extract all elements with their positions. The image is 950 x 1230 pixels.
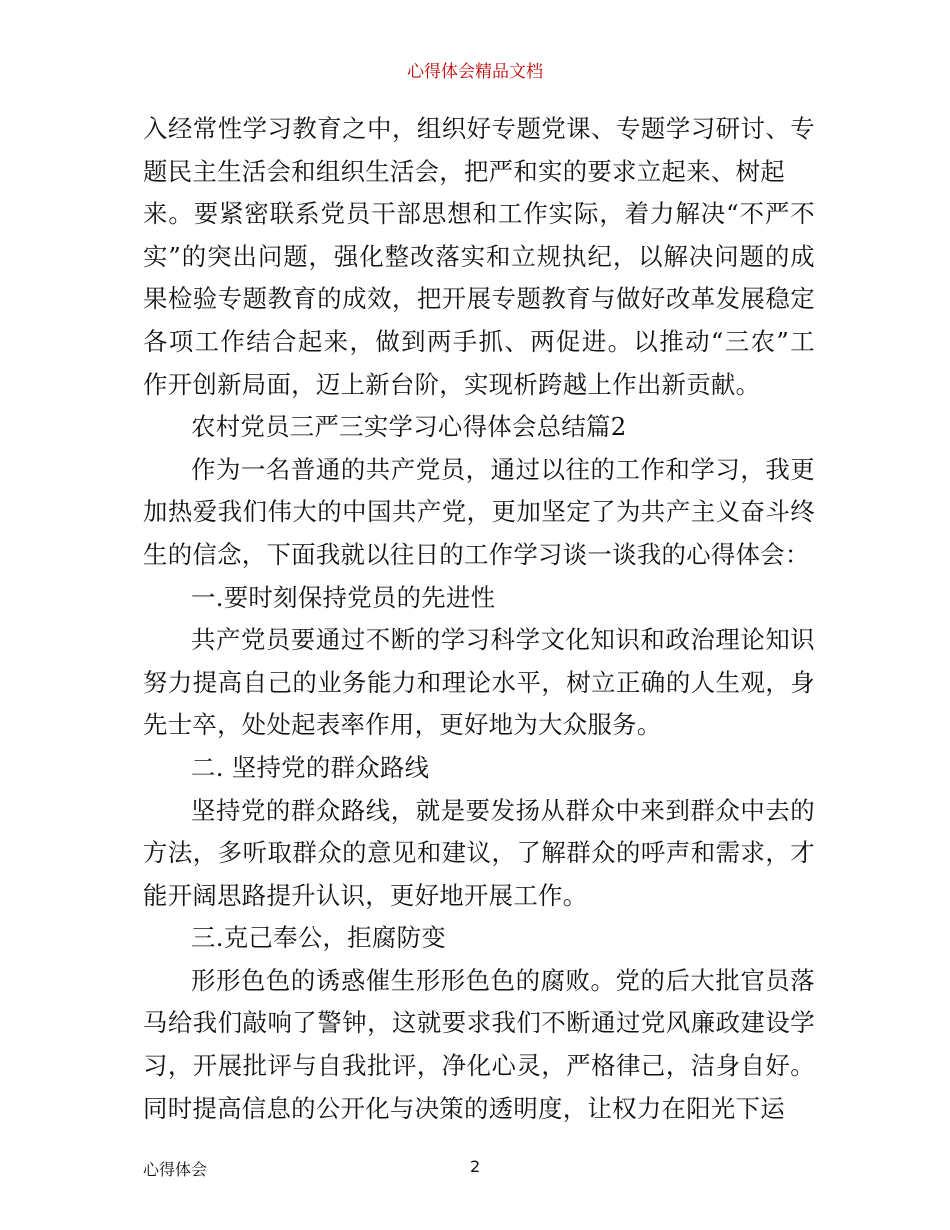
- document-body: [143, 108, 815, 1130]
- text-line: 形形色色的诱惑催生形形色色的腐败。党的后大批官员落: [191, 965, 815, 995]
- text-line: 入经常性学习教育之中，组织好专题党课、专题学习研讨、专: [143, 114, 815, 143]
- text-line: 各项工作结合起来，做到两手抓、两促进。以推动“三农”工: [143, 326, 815, 356]
- section-heading: 三.克己奉公，拒腐防变: [191, 923, 446, 953]
- text-line: 先士卒，处处起表率作用，更好地为大众服务。: [143, 710, 662, 740]
- text-line: 同时提高信息的公开化与决策的透明度，让权力在阳光下运: [143, 1093, 785, 1123]
- text-line: 方法，多听取群众的意见和建议，了解群众的呼声和需求，才: [143, 838, 815, 868]
- page-header-title: 心得体会精品文档: [407, 62, 543, 82]
- text-line: 作为一名普通的共产党员，通过以往的工作和学习，我更: [191, 454, 815, 484]
- text-line: 实”的突出问题，强化整改落实和立规执纪，以解决问题的成: [143, 241, 815, 271]
- section-heading: 二. 坚持党的群众路线: [191, 752, 430, 782]
- text-line: 加热爱我们伟大的中国共产党，更加坚定了为共产主义奋斗终: [143, 497, 815, 527]
- text-line: 作开创新局面，迈上新台阶，实现析跨越上作出新贡献。: [143, 369, 761, 399]
- text-line: 马给我们敲响了警钟，这就要求我们不断通过党风廉政建设学: [143, 1008, 815, 1038]
- text-line: 果检验专题教育的成效，把开展专题教育与做好改革发展稳定: [143, 284, 815, 314]
- text-line: 来。要紧密联系党员干部思想和工作实际，着力解决“不严不: [143, 199, 815, 229]
- text-line: 努力提高自己的业务能力和理论水平，树立正确的人生观，身: [143, 667, 815, 697]
- text-line: 坚持党的群众路线，就是要发扬从群众中来到群众中去的: [191, 795, 815, 825]
- text-line: 共产党员要通过不断的学习科学文化知识和政治理论知识: [191, 625, 815, 655]
- footer-label: 心得体会: [143, 1160, 208, 1179]
- section-heading: 农村党员三严三实学习心得体会总结篇2: [191, 412, 627, 442]
- text-line: 习，开展批评与自我批评，净化心灵，严格律己，洁身自好。: [143, 1051, 815, 1081]
- text-line: 题民主生活会和组织生活会，把严和实的要求立起来、树起: [143, 156, 785, 186]
- page-number: 2: [470, 1157, 481, 1176]
- text-line: 生的信念，下面我就以往日的工作学习谈一谈我的心得体会：: [143, 539, 810, 569]
- section-heading: 一.要时刻保持党员的先进性: [191, 582, 496, 612]
- text-line: 能开阔思路提升认识，更好地开展工作。: [143, 880, 588, 910]
